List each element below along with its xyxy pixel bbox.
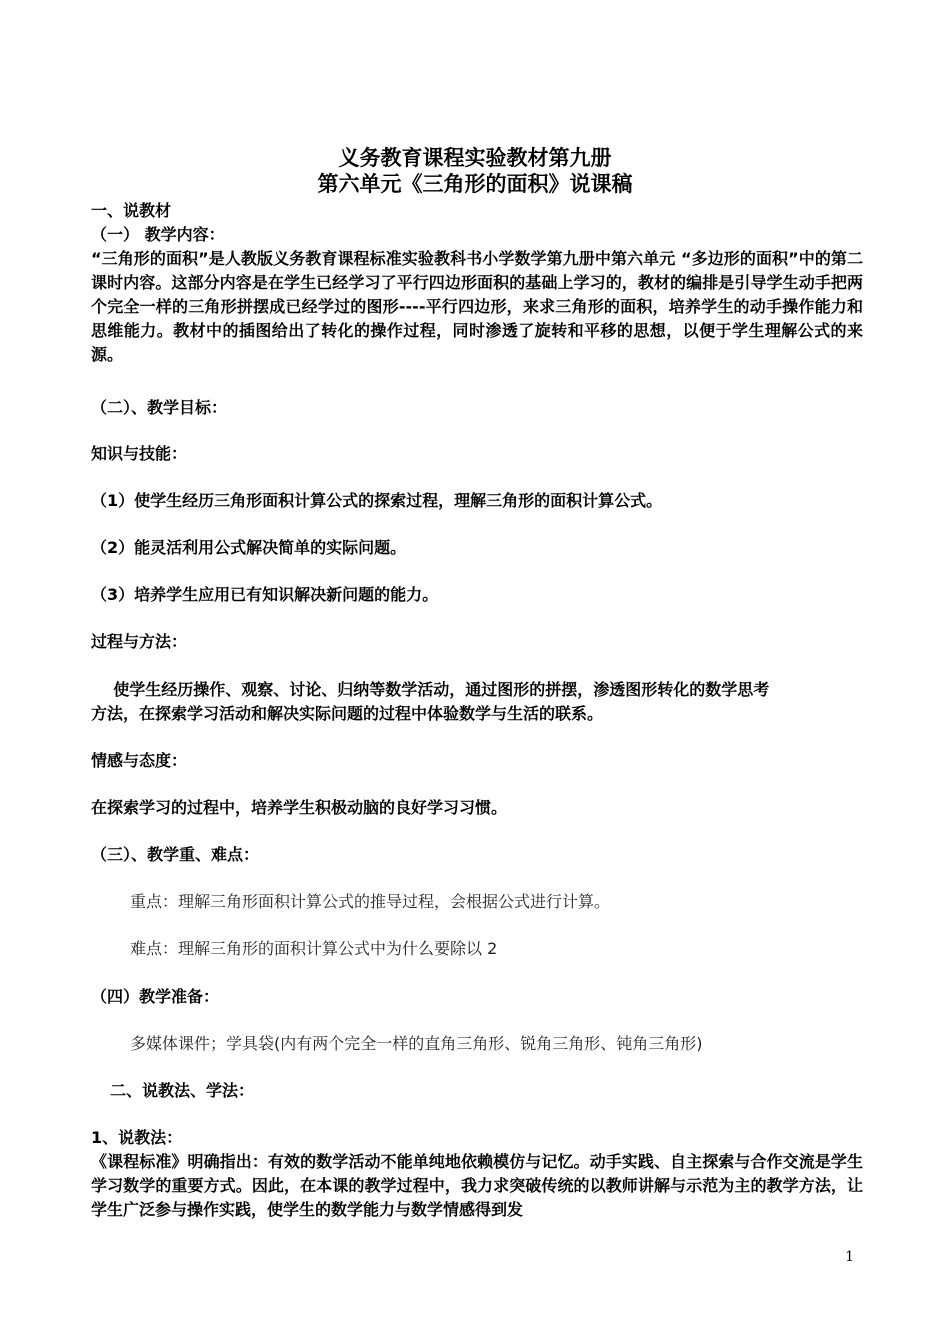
difficult-point: 难点：理解三角形的面积计算公式中为什么要除以 2 — [130, 939, 498, 958]
paragraph-teaching-method: 《课程标准》明确指出：有效的数学活动不能单纯地依赖模仿与记忆。动手实践、自主探索与合作交流是学生学习数学的重要方式。因此，在本课的教学过程中，我力求突破传统的以教师讲解与示范为主的教学方法，让学生广泛参与操作实践，使学生的数学能力与数学情感得到发 — [91, 1152, 863, 1219]
knowledge-item-2: （2）能灵活利用公式解决简单的实际问题。 — [91, 538, 407, 557]
preparation-text: 多媒体课件；学具袋(内有两个完全一样的直角三角形、锐角三角形、钝角三角形) — [130, 1034, 703, 1053]
heading-goals: （二）、教学目标： — [91, 398, 228, 417]
paragraph-content: “三角形的面积”是人教版义务教育课程标准实验教科书小学数学第九册中第六单元 “多边形的面积”中的第二课时内容。这部分内容是在学生已经学习了平行四边形面积的基础上学习的，教材的编排是引导学生动手把两个完全一样的三角形拼摆成已经学过的图形----平行四边形，来求三角形的面积，培养学生的动手操作能力和思维能力。教材中的插图给出了转化的操作过程，同时渗透了旋转和平移的思想，以便于学生理解公式的来源。 — [91, 249, 863, 364]
heading-knowledge: 知识与技能： — [91, 444, 188, 463]
heading-keypoints: （三）、教学重、难点： — [91, 845, 260, 864]
heading-emotion: 情感与态度： — [91, 751, 188, 770]
heading-teaching-method: 1、说教法： — [91, 1128, 183, 1147]
paragraph-emotion: 在探索学习的过程中，培养学生积极动脑的良好学习习惯。 — [91, 798, 508, 817]
paragraph-process-line1: 使学生经历操作、观察、讨论、归纳等数学活动，通过图形的拼摆，渗透图形转化的数学思考 — [91, 680, 770, 699]
document-title: 义务教育课程实验教材第九册 — [338, 146, 612, 170]
page-number: 1 — [845, 1249, 854, 1265]
key-point: 重点：理解三角形面积计算公式的推导过程，会根据公式进行计算。 — [130, 892, 611, 911]
document-subtitle: 第六单元《三角形的面积》说课稿 — [317, 172, 633, 196]
heading-preparation: （四）教学准备： — [91, 987, 220, 1006]
heading-method: 二、说教法、学法： — [110, 1081, 255, 1100]
heading-content: （一） 教学内容： — [91, 225, 225, 244]
heading-jiaocai: 一、说教材 — [91, 201, 172, 220]
knowledge-item-3: （3）培养学生应用已有知识解决新问题的能力。 — [91, 585, 439, 604]
heading-process: 过程与方法： — [91, 632, 188, 651]
knowledge-item-1: （1）使学生经历三角形面积计算公式的探索过程，理解三角形的面积计算公式。 — [91, 491, 663, 510]
paragraph-process-line2: 方法，在探索学习活动和解决实际问题的过程中体验数学与生活的联系。 — [91, 704, 604, 723]
